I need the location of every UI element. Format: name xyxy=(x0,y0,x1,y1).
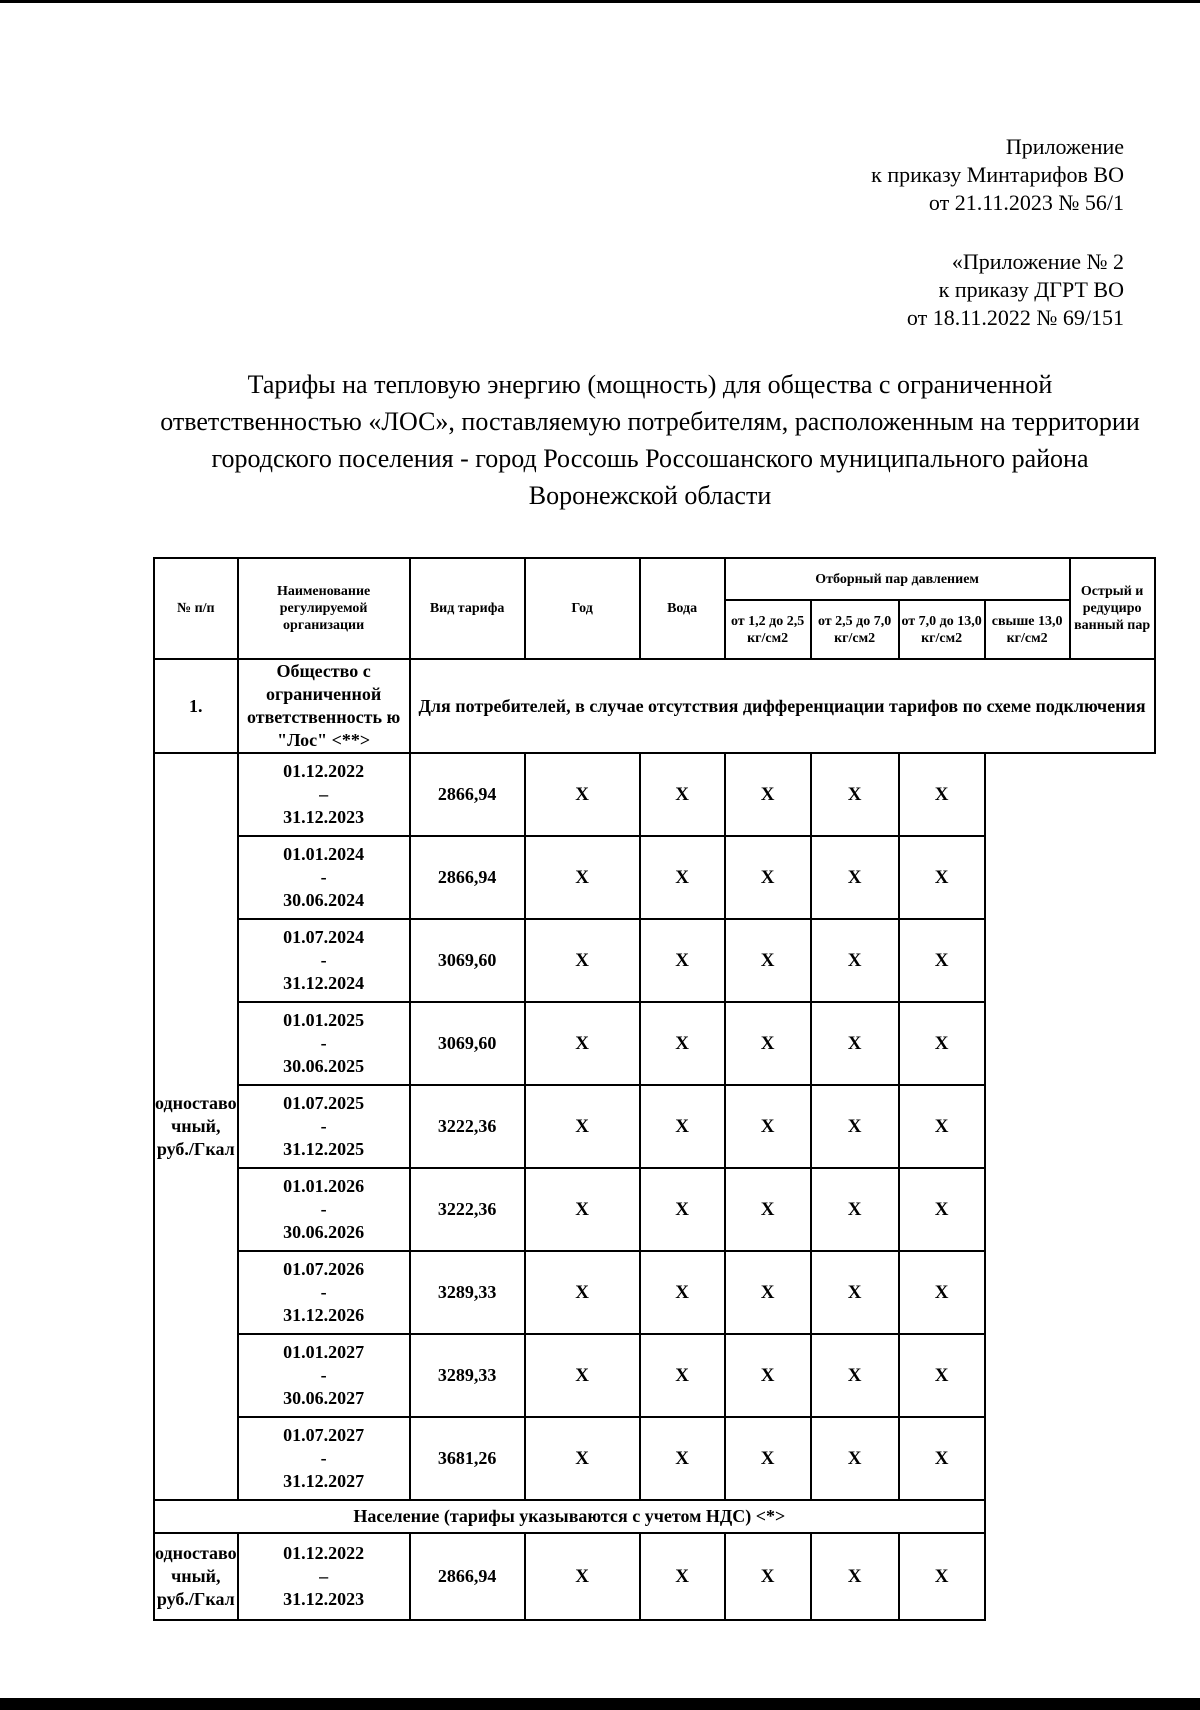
not-applicable-cell: X xyxy=(525,836,640,919)
period-sep: - xyxy=(320,1282,327,1302)
table-row xyxy=(154,919,1155,1002)
water-tariff: 3222,36 xyxy=(410,1168,525,1251)
not-applicable-cell: X xyxy=(899,919,985,1002)
not-applicable-cell: X xyxy=(899,1168,985,1251)
period-sep: - xyxy=(320,1365,327,1385)
not-applicable-cell: X xyxy=(899,753,985,836)
header-steam-2: от 2,5 до 7,0 кг/см2 xyxy=(811,600,899,659)
header-line: к приказу ДГРТ ВО xyxy=(938,277,1124,302)
not-applicable-cell: X xyxy=(525,1417,640,1500)
period-sep: - xyxy=(320,950,327,970)
not-applicable-cell: X xyxy=(525,1334,640,1417)
period-from: 01.07.2027 xyxy=(283,1425,365,1445)
period-from: 01.07.2025 xyxy=(283,1093,365,1113)
not-applicable-cell: X xyxy=(525,1533,640,1620)
period-from: 01.01.2025 xyxy=(283,1010,365,1030)
not-applicable-cell: X xyxy=(811,1417,899,1500)
period-to: 31.12.2024 xyxy=(283,973,365,993)
table-row xyxy=(154,1334,1155,1417)
not-applicable-cell: X xyxy=(725,1533,811,1620)
period-sep: - xyxy=(320,1199,327,1219)
table-row xyxy=(154,836,1155,919)
water-tariff: 3069,60 xyxy=(410,919,525,1002)
not-applicable-cell: X xyxy=(525,919,640,1002)
not-applicable-cell: X xyxy=(725,1002,811,1085)
not-applicable-cell: X xyxy=(899,1251,985,1334)
scan-edge xyxy=(0,1698,1200,1710)
not-applicable-cell: X xyxy=(640,753,725,836)
not-applicable-cell: X xyxy=(640,1334,725,1417)
not-applicable-cell: X xyxy=(640,1251,725,1334)
period-from: 01.01.2024 xyxy=(283,844,365,864)
header-steam-1: от 1,2 до 2,5 кг/см2 xyxy=(725,600,811,659)
not-applicable-cell: X xyxy=(725,1085,811,1168)
not-applicable-cell: X xyxy=(811,753,899,836)
organization-name: Общество с ограниченной ответственность ю "Лос" <**> xyxy=(238,659,410,753)
not-applicable-cell: X xyxy=(640,1085,725,1168)
header-line: «Приложение № 2 xyxy=(951,249,1124,274)
water-tariff: 3681,26 xyxy=(410,1417,525,1500)
not-applicable-cell: X xyxy=(640,919,725,1002)
header-water: Вода xyxy=(640,558,725,659)
not-applicable-cell: X xyxy=(725,1168,811,1251)
not-applicable-cell: X xyxy=(640,836,725,919)
period xyxy=(238,1334,410,1417)
not-applicable-cell: X xyxy=(811,1085,899,1168)
period-to: 31.12.2026 xyxy=(283,1305,365,1325)
period-sep: - xyxy=(320,1033,327,1053)
period xyxy=(238,919,410,1002)
water-tariff: 3222,36 xyxy=(410,1085,525,1168)
water-tariff: 2866,94 xyxy=(410,753,525,836)
table-row xyxy=(154,753,1155,836)
not-applicable-cell: X xyxy=(725,836,811,919)
not-applicable-cell: X xyxy=(725,1251,811,1334)
document-title: Тарифы на тепловую энергию (мощность) для общества с ограниченной ответственностью «ЛОС», поставляемую потребителям, расположенным на территории городского поселения - город Россошь Россошанского муниципального района Воронежской области xyxy=(160,370,1140,510)
header-line: от 21.11.2023 № 56/1 xyxy=(928,190,1124,215)
section-heading: Для потребителей, в случае отсутствия дифференциации тарифов по схеме подключения xyxy=(410,659,1155,753)
period-to: 31.12.2023 xyxy=(283,1589,365,1609)
table-row xyxy=(154,1085,1155,1168)
header-tariff-type: Вид тарифа xyxy=(410,558,525,659)
tariff-type: одноставо чный, руб./Гкал xyxy=(154,753,238,1500)
not-applicable-cell: X xyxy=(525,1168,640,1251)
period-from: 01.12.2022 xyxy=(283,761,365,781)
period-sep: - xyxy=(320,1116,327,1136)
header-sharp-steam: Острый и редуциро ванный пар xyxy=(1070,558,1155,659)
water-tariff: 2866,94 xyxy=(410,836,525,919)
not-applicable-cell: X xyxy=(899,1417,985,1500)
not-applicable-cell: X xyxy=(811,1251,899,1334)
header-steam-4: свыше 13,0 кг/см2 xyxy=(985,600,1070,659)
header-line: Приложение xyxy=(1005,134,1124,159)
table-row xyxy=(154,1251,1155,1334)
not-applicable-cell: X xyxy=(899,1085,985,1168)
period xyxy=(238,1251,410,1334)
water-tariff: 3289,33 xyxy=(410,1251,525,1334)
not-applicable-cell: X xyxy=(640,1168,725,1251)
header-org: Наименование регулируемой организации xyxy=(238,558,410,659)
header-line: от 18.11.2022 № 69/151 xyxy=(906,305,1124,330)
period xyxy=(238,836,410,919)
period-sep: – xyxy=(319,1566,329,1586)
not-applicable-cell: X xyxy=(811,1002,899,1085)
tariff-type: одноставо чный, руб./Гкал xyxy=(154,1533,238,1620)
table-row xyxy=(154,1533,1155,1620)
appendix-header xyxy=(871,133,1124,217)
not-applicable-cell: X xyxy=(899,1002,985,1085)
not-applicable-cell: X xyxy=(899,1334,985,1417)
period xyxy=(238,1417,410,1500)
header-year: Год xyxy=(525,558,640,659)
period-from: 01.07.2026 xyxy=(283,1259,365,1279)
not-applicable-cell: X xyxy=(899,836,985,919)
period-from: 01.01.2027 xyxy=(283,1342,365,1362)
period-to: 31.12.2023 xyxy=(283,807,365,827)
period xyxy=(238,1002,410,1085)
period-from: 01.01.2026 xyxy=(283,1176,365,1196)
not-applicable-cell: X xyxy=(640,1533,725,1620)
tariff-table xyxy=(153,557,1156,1621)
not-applicable-cell: X xyxy=(725,1334,811,1417)
not-applicable-cell: X xyxy=(525,1085,640,1168)
table-row xyxy=(154,1168,1155,1251)
not-applicable-cell: X xyxy=(640,1002,725,1085)
period-to: 30.06.2027 xyxy=(283,1388,365,1408)
period xyxy=(238,1533,410,1620)
scan-edge xyxy=(0,0,1200,3)
period-to: 30.06.2026 xyxy=(283,1222,365,1242)
period-sep: – xyxy=(319,784,329,804)
period xyxy=(238,753,410,836)
period-to: 31.12.2027 xyxy=(283,1471,365,1491)
period-from: 01.07.2024 xyxy=(283,927,365,947)
header-steam-3: от 7,0 до 13,0 кг/см2 xyxy=(899,600,985,659)
row-number: 1. xyxy=(154,659,238,753)
header-steam-group: Отборный пар давлением xyxy=(725,558,1070,600)
not-applicable-cell: X xyxy=(525,1251,640,1334)
period-to: 30.06.2024 xyxy=(283,890,365,910)
header-line: к приказу Минтарифов ВО xyxy=(871,162,1124,187)
not-applicable-cell: X xyxy=(811,1334,899,1417)
period-to: 31.12.2025 xyxy=(283,1139,365,1159)
water-tariff: 2866,94 xyxy=(410,1533,525,1620)
table-row xyxy=(154,1002,1155,1085)
table-row xyxy=(154,1417,1155,1500)
not-applicable-cell: X xyxy=(725,753,811,836)
period-to: 30.06.2025 xyxy=(283,1056,365,1076)
not-applicable-cell: X xyxy=(725,1417,811,1500)
header-num: № п/п xyxy=(154,558,238,659)
not-applicable-cell: X xyxy=(811,836,899,919)
section-heading: Население (тарифы указываются с учетом НДС) <*> xyxy=(154,1500,985,1533)
not-applicable-cell: X xyxy=(525,753,640,836)
not-applicable-cell: X xyxy=(725,919,811,1002)
not-applicable-cell: X xyxy=(811,1533,899,1620)
not-applicable-cell: X xyxy=(640,1417,725,1500)
not-applicable-cell: X xyxy=(811,1168,899,1251)
period-sep: - xyxy=(320,1448,327,1468)
not-applicable-cell: X xyxy=(525,1002,640,1085)
period-from: 01.12.2022 xyxy=(283,1543,365,1563)
not-applicable-cell: X xyxy=(811,919,899,1002)
period-sep: - xyxy=(320,867,327,887)
appendix-2-header xyxy=(907,248,1124,332)
water-tariff: 3289,33 xyxy=(410,1334,525,1417)
period xyxy=(238,1168,410,1251)
not-applicable-cell: X xyxy=(899,1533,985,1620)
water-tariff: 3069,60 xyxy=(410,1002,525,1085)
period xyxy=(238,1085,410,1168)
